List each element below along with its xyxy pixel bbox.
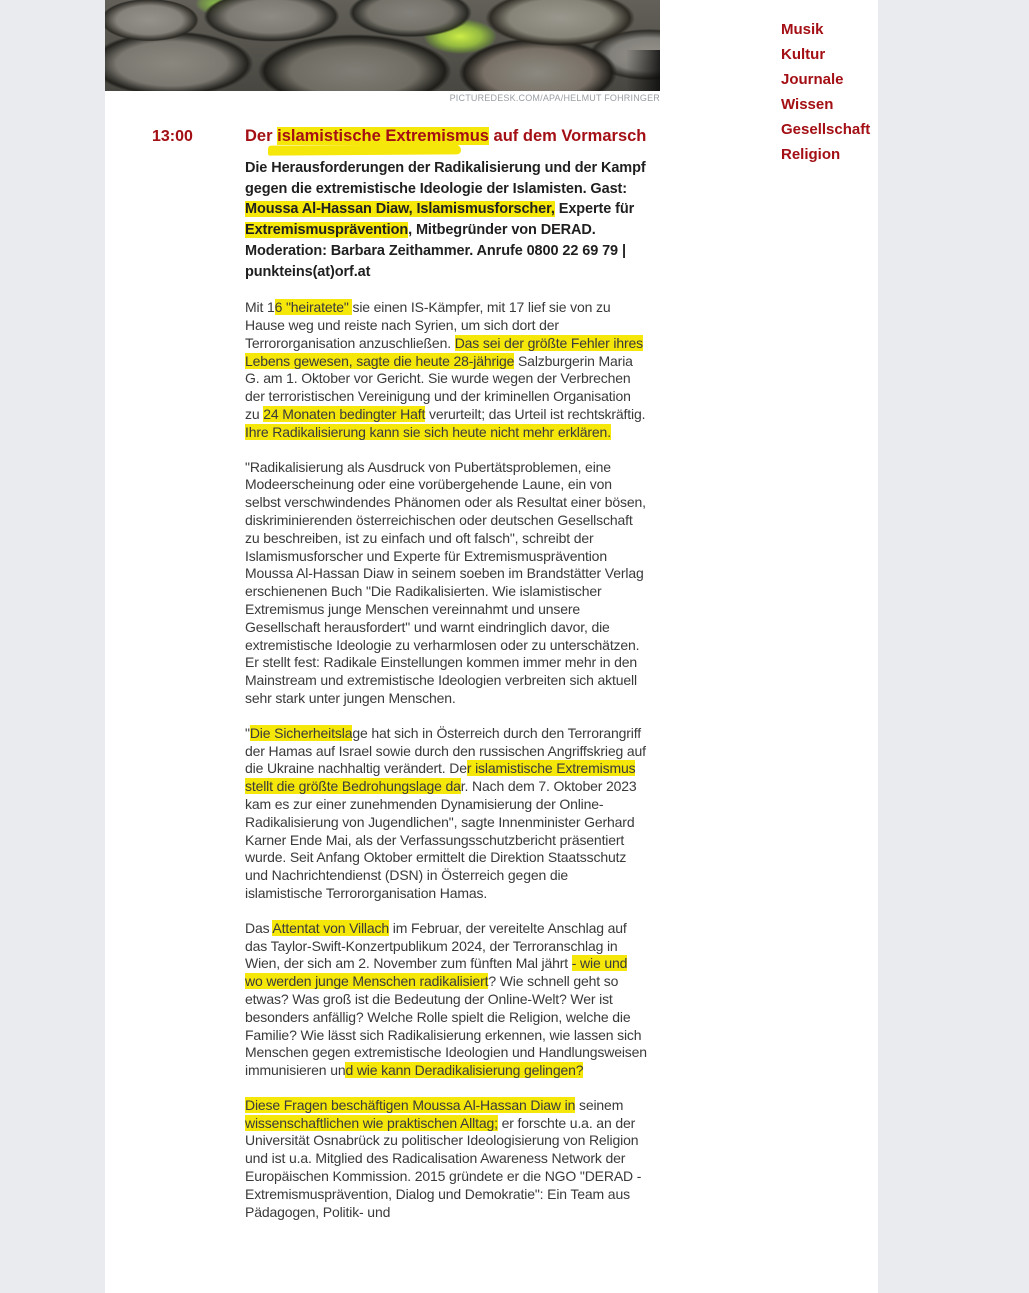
paragraph-5: Diese Fragen beschäftigen Moussa Al-Hassan Diaw in seinem wissenschaftlichen wie praktischen Alltag; er forschte u.a. an der Universität Osnabrück zu politischer Ideologisierung von Religion und ist u.a. Mitglied des Radicalisation Awareness Network der Europäischen Kommission. 2015 gründete er die NGO "DERAD - Extremismusprävention, Dialog und Demokratie": Ein Team aus Pädagogen, Politik- und — [245, 1096, 642, 1220]
paragraph-4: Das Attentat von Villach im Februar, der vereitelte Anschlag auf das Taylor-Swift-Konzertpublikum 2024, der Terroranschlag in Wien, der sich am 2. November zum fünften Mal jährt - wie und wo werden junge Menschen radikalisiert? Wie schnell geht so etwas? Was groß ist die Bedeutung der Online-Welt? Wer ist besonders anfällig? Welche Rolle spielt die Religion, welche die Familie? Wie lässt sich Radikalisierung erkennen, wie lassen sich Menschen gegen extremistische Ideologien und Handlungsweisen immunisieren und wie kann Deradikalisierung gelingen? — [245, 919, 647, 1079]
sidebar-item-journale[interactable]: Journale — [781, 71, 844, 88]
program-time: 13:00 — [152, 128, 193, 145]
content-panel — [105, 0, 878, 1293]
program-title[interactable]: Der islamistische Extremismus auf dem Vormarsch — [245, 127, 647, 145]
sidebar-item-religion[interactable]: Religion — [781, 146, 841, 163]
program-lead: Die Herausforderungen der Radikalisierung und der Kampf gegen die extremistische Ideologie der Islamisten. Gast: Moussa Al-Hassan Diaw, Islamismusforscher, Experte für Extremismusprävention, Mitbegründer von DERAD. Moderation: Barbara Zeithammer. Anrufe 0800 22 69 79 | punkteins(at)orf.at — [245, 160, 646, 280]
article-photo — [105, 0, 660, 91]
sidebar-item-kultur[interactable]: Kultur — [781, 46, 826, 63]
program-entry — [245, 127, 648, 1221]
highlight-marker-stroke — [268, 144, 461, 155]
photo-shadow — [626, 50, 660, 91]
photo-credit: PICTUREDESK.COM/APA/HELMUT FOHRINGER — [449, 93, 660, 103]
category-menu — [781, 17, 971, 167]
paragraph-2: "Radikalisierung als Ausdruck von Pubertätsproblemen, eine Modeerscheinung oder eine vorübergehende Laune, ein von selbst verschwindendes Phänomen oder als Resultat einer bösen, diskriminierenden österreichischen oder deutschen Gesellschaft zu beschreiben, ist zu einfach und oft falsch", schreibt der Islamismusforscher und Experte für Extremismusprävention Moussa Al-Hassan Diaw in seinem soeben im Brandstätter Verlag erschienenen Buch "Die Radikalisierten. Wie islamistischer Extremismus junge Menschen vereinnahmt und unsere Gesellschaft herausfordert" und warnt eindringlich davor, die extremistische Ideologie zu verharmlosen oder zu unterschätzen. Er stellt fest: Radikale Einstellungen kommen immer mehr in den Mainstream und extremistische Ideologien verbreiten sich aktuell sehr stark unter jungen Menschen. — [245, 458, 646, 706]
paragraph-3: "Die Sicherheitslage hat sich in Österreich durch den Terrorangriff der Hamas auf Israel sowie durch den russischen Angriffskrieg auf die Ukraine nachhaltig verändert. Der islamistische Extremismus stellt die größte Bedrohungslage dar. Nach dem 7. Oktober 2023 kam es zur einer zunehmenden Dynamisierung der Online-Radikalisierung von Jugendlichen", sagte Innenminister Gerhard Karner Ende Mai, als der Verfassungsschutzbericht präsentiert wurde. Seit Anfang Oktober ermittelt die Direktion Staatsschutz und Nachrichtendienst (DSN) in Österreich gegen die islamistische Terrororganisation Hamas. — [245, 724, 646, 901]
sidebar-item-musik[interactable]: Musik — [781, 21, 824, 38]
sidebar-item-wissen[interactable]: Wissen — [781, 96, 834, 113]
paragraph-1: Mit 16 "heiratete" sie einen IS-Kämpfer, mit 17 lief sie von zu Hause weg und reiste nach Syrien, um sich dort der Terrororganisation anzuschließen. Das sei der größte Fehler ihres Lebens gewesen, sagte die heute 28-jährige Salzburgerin Maria G. am 1. Oktober vor Gericht. Sie wurde wegen der Verbrechen der terroristischen Vereinigung und der kriminellen Organisation zu 24 Monaten bedingter Haft verurteilt; das Urteil ist rechtskräftig. Ihre Radikalisierung kann sie sich heute nicht mehr erklären. — [245, 299, 646, 440]
sidebar-item-gesellschaft[interactable]: Gesellschaft — [781, 121, 871, 138]
